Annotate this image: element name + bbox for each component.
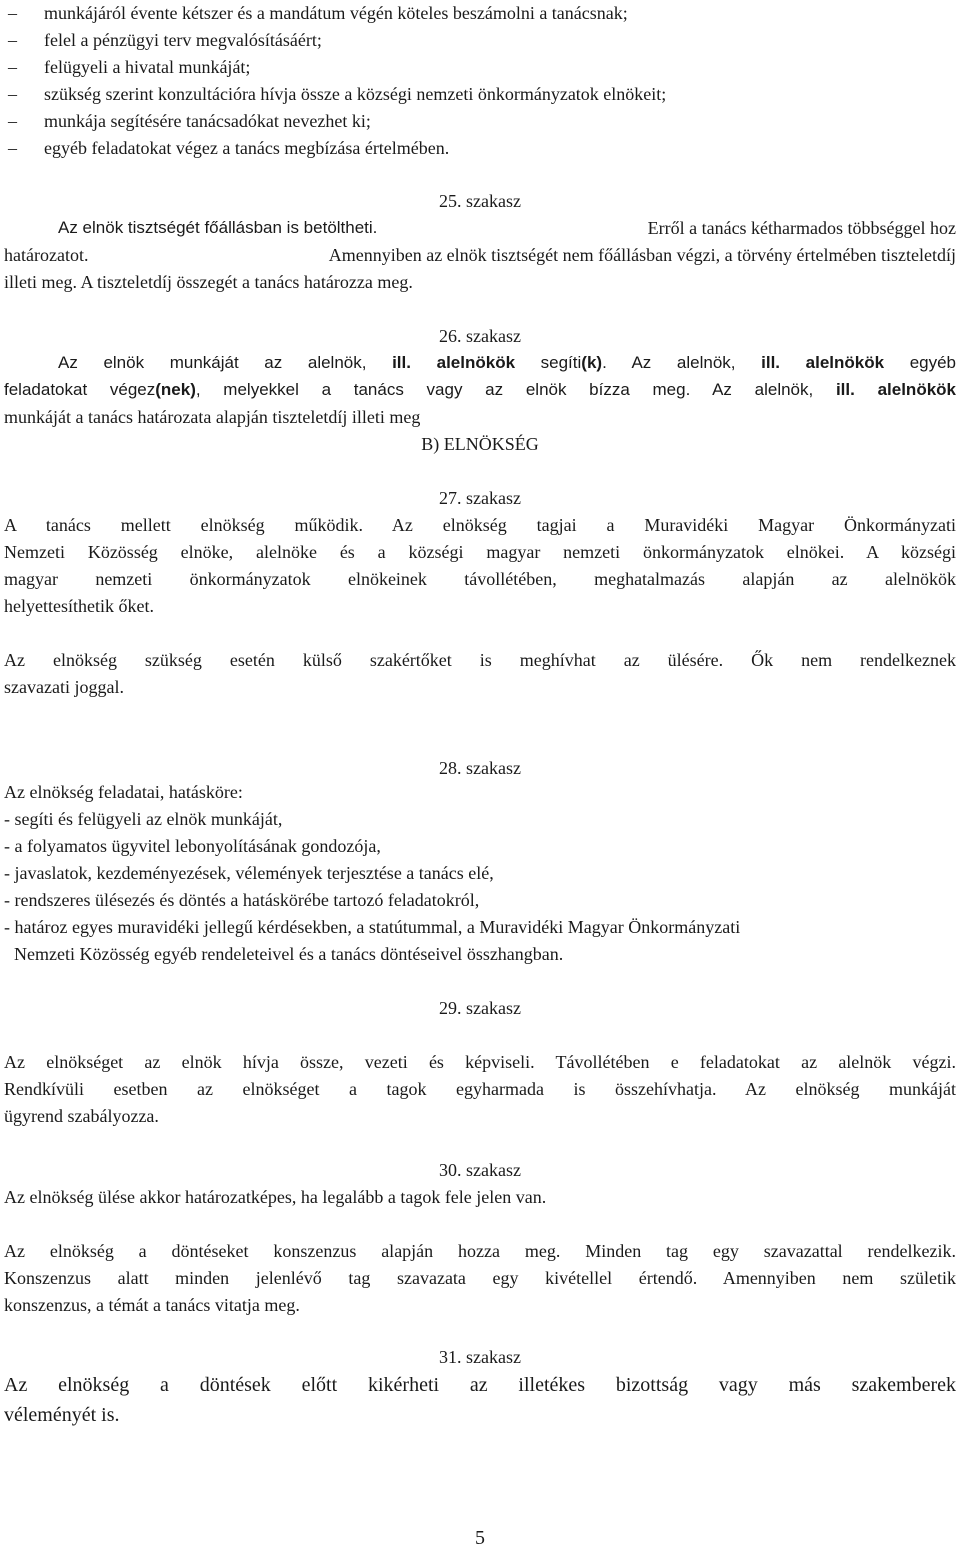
list-item: - segíti és felügyeli az elnök munkáját,: [4, 809, 283, 829]
paragraph-line: [4, 379, 956, 401]
section-heading-25: 25. szakasz: [439, 191, 521, 211]
text-run: Erről a tanács kétharmados többséggel hoz: [647, 218, 956, 238]
list-item: - rendszeres ülésezés és döntés a hatáskörébe tartozó feladatokról,: [4, 890, 480, 910]
text-run-bold: ill.: [761, 353, 781, 372]
page-number: 5: [475, 1527, 485, 1549]
chapter-heading: B) ELNÖKSÉG: [421, 434, 539, 454]
text-run-bold: ill.: [392, 353, 411, 372]
text-run-bold: alelnökök: [436, 353, 516, 372]
text-run: határozatot.: [4, 245, 89, 265]
list-item: - javaslatok, kezdeményezések, vélemények terjesztése a tanács elé,: [4, 863, 494, 883]
text-run: . Az alelnök,: [602, 353, 762, 372]
text-run-bold: (nek): [155, 380, 196, 399]
paragraph-line: Rendkívüli esetben az elnökséget a tagok egyharmada is összehívhatja. Az elnökség munkáját: [4, 1079, 956, 1099]
paragraph-line: Nemzeti Közösség elnöke, alelnöke és a községi magyar nemzeti önkormányzatok elnökei. A községi: [4, 542, 956, 562]
paragraph-line: illeti meg. A tiszteletdíj összegét a tanács határozza meg.: [4, 272, 413, 292]
text-run-bold: ill.: [835, 380, 855, 399]
paragraph-line: véleményét is.: [4, 1404, 120, 1426]
section-heading-28: 28. szakasz: [439, 758, 521, 778]
text-run-bold: alelnökök: [805, 353, 885, 372]
paragraph-line: A tanács mellett elnökség működik. Az elnökség tagjai a Muravidéki Magyar Önkormányzati: [4, 515, 956, 535]
paragraph-line: munkáját a tanács határozata alapján tiszteletdíj illeti meg: [4, 407, 421, 427]
paragraph-line: Konszenzus alatt minden jelenlévő tag szavazata egy kivétellel értendő. Amennyiben nem születik: [4, 1268, 956, 1288]
list-item-text: felügyeli a hivatal munkáját;: [44, 57, 251, 77]
dash-marker: –: [8, 111, 17, 131]
text-run: , melyekkel a tanács vagy az elnök bízza meg. Az alelnök,: [195, 380, 836, 399]
section-heading-30: 30. szakasz: [439, 1160, 521, 1180]
paragraph-line: magyar nemzeti önkormányzatok elnökeinek távollétében, meghatalmazás alapján az alelnökök: [4, 569, 956, 589]
text-run: [780, 353, 806, 372]
dash-marker: –: [8, 3, 17, 23]
list-item-continuation: Nemzeti Közösség egyéb rendeleteivel és a tanács döntéseivel összhangban.: [14, 944, 564, 964]
list-item: - a folyamatos ügyvitel lebonyolításának gondozója,: [4, 836, 381, 856]
list-item-text: egyéb feladatokat végez a tanács megbízása értelmében.: [44, 138, 450, 158]
text-run: segíti: [515, 353, 582, 372]
paragraph-line: szavazati joggal.: [4, 677, 124, 697]
text-run: [855, 380, 878, 399]
section-heading-29: 29. szakasz: [439, 998, 521, 1018]
list-item: - határoz egyes muravidéki jellegű kérdésekben, a statútummal, a Muravidéki Magyar Önkormányzati: [4, 917, 741, 937]
paragraph-line: konszenzus, a témát a tanács vitatja meg.: [4, 1295, 300, 1315]
dash-marker: –: [8, 84, 17, 104]
text-run: Az elnök tisztségét főállásban is betöltheti.: [58, 218, 378, 237]
section-heading-26: 26. szakasz: [439, 326, 521, 346]
text-run: Az elnök munkáját az alelnök,: [58, 353, 393, 372]
paragraph-line: ügyrend szabályozza.: [4, 1106, 159, 1126]
dash-marker: –: [8, 138, 17, 158]
text-run: [411, 353, 437, 372]
text-run-bold: (k): [581, 353, 603, 372]
list-item-text: felel a pénzügyi terv megvalósításáért;: [44, 30, 322, 50]
text-run: Amennyiben az elnök tisztségét nem főállásban végzi, a törvény értelmében tiszteletdíj: [328, 245, 956, 265]
text-run-bold: alelnökök: [877, 380, 956, 399]
list-item-text: szükség szerint konzultációra hívja össze a községi nemzeti önkormányzatok elnökeit;: [44, 84, 667, 104]
text-run: feladatokat végez: [4, 380, 156, 399]
paragraph-line: Az elnökség a döntések előtt kikérheti az illetékes bizottság vagy más szakemberek: [4, 1374, 956, 1396]
text-run: egyéb: [884, 353, 957, 372]
list-item-text: munkája segítésére tanácsadókat nevezhet ki;: [44, 111, 371, 131]
dash-marker: –: [8, 30, 17, 50]
paragraph-line: Az elnökség a döntéseket konszenzus alapján hozza meg. Minden tag egy szavazattal rendelkezik.: [4, 1241, 956, 1261]
paragraph-line: Az elnökséget az elnök hívja össze, vezeti és képviseli. Távollétében e feladatokat az alelnök végzi.: [4, 1052, 956, 1072]
paragraph-line: Az elnökség feladatai, hatásköre:: [4, 782, 243, 802]
section-heading-27: 27. szakasz: [439, 488, 521, 508]
paragraph-line: Az elnökség szükség esetén külső szakértőket is meghívhat az ülésére. Ők nem rendelkeznek: [4, 650, 956, 670]
dash-marker: –: [8, 57, 17, 77]
section-heading-31: 31. szakasz: [439, 1347, 521, 1367]
list-item-text: munkájáról évente kétszer és a mandátum végén köteles beszámolni a tanácsnak;: [44, 3, 628, 23]
paragraph-line: Az elnökség ülése akkor határozatképes, ha legalább a tagok fele jelen van.: [4, 1187, 547, 1207]
paragraph-line: helyettesíthetik őket.: [4, 596, 154, 616]
